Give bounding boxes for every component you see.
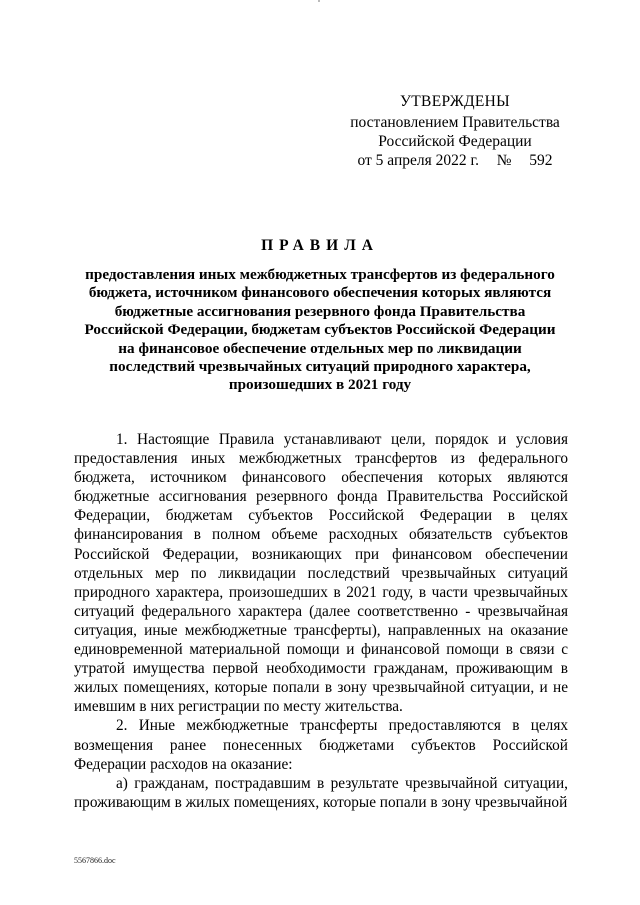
paragraph-2a: а) гражданам, пострадавшим в результате чрезвычайной ситуации, проживающим в жилых помещениях, которые попали в зону чрезвычайной xyxy=(74,774,568,811)
approval-number: 592 xyxy=(529,152,553,169)
approval-block xyxy=(330,92,580,170)
approval-date: от 5 апреля 2022 г. xyxy=(357,152,479,169)
paragraph-2: 2. Иные межбюджетные трансферты предоставляются в целях возмещения ранее понесенных бюджетами субъектов Российской Федерации расходов на оказание: xyxy=(74,717,568,773)
document-subtitle: предоставления иных межбюджетных трансфертов из федерального бюджета, источником финансового обеспечения которых являются бюджетные ассигнования резервного фонда Правительства Российской Федерации, бюджетам субъектов Российской Федерации на финансовое обеспечение отдельных мер по ликвидации последствий чрезвычайных ситуаций природного характера, произошедших в 2021 году xyxy=(84,266,556,394)
approval-date-line xyxy=(330,151,580,170)
approval-line-2: Российской Федерации xyxy=(378,133,532,150)
approval-line-1: постановлением Правительства xyxy=(350,114,560,131)
document-title: ПРАВИЛА xyxy=(261,237,379,254)
approval-heading: УТВЕРЖДЕНЫ xyxy=(400,93,510,110)
paragraph-1: 1. Настоящие Правила устанавливают цели, порядок и условия предоставления иных межбюджетных трансфертов из федерального бюджета, источником финансового обеспечения которых являются бюджетные ассигнования резервного фонда Правительства Российской Федерации, бюджетам субъектов Российской Федерации в целях финансирования в полном объеме расходных обязательств субъектов Российской Федерации, возникающих при финансовом обеспечении отдельных мер по ликвидации последствий чрезвычайных ситуаций природного характера, произошедших в 2021 году, в части чрезвычайных ситуаций федерального характера (далее соответственно - чрезвычайная ситуация, иные межбюджетные трансферты), направленных на оказание единовременной материальной помощи и финансовой помощи в связи с утратой имущества первой необходимости гражданам, проживающим в жилых помещениях, которые попали в зону чрезвычайной ситуации, и не имевшим в них регистрации по месту жительства. xyxy=(74,431,568,716)
page-top-mark xyxy=(318,0,320,2)
footer-doc-code: 5567866.doc xyxy=(74,856,116,865)
approval-number-sign: № xyxy=(496,152,512,169)
document-body xyxy=(74,430,568,812)
